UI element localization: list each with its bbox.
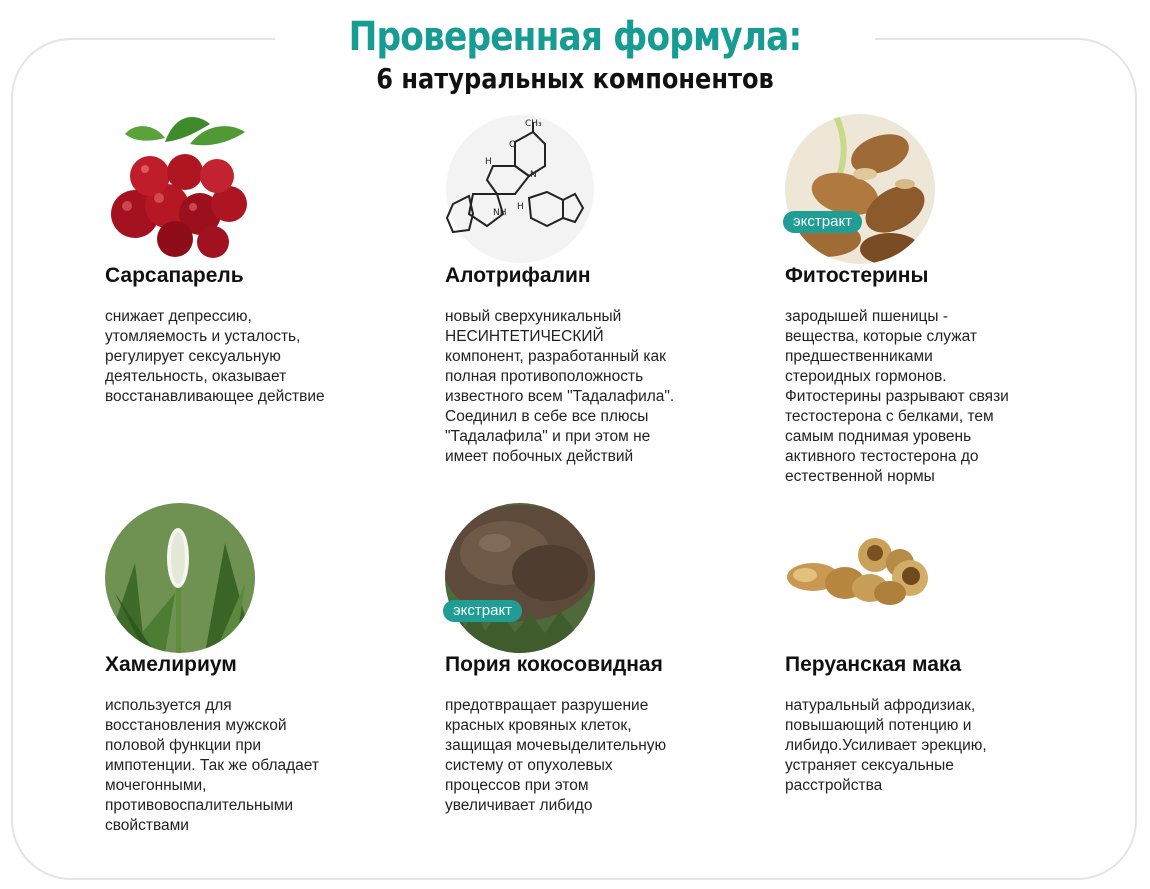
svg-text:NH: NH — [493, 208, 507, 218]
maca-roots-image — [785, 503, 935, 653]
wheat-germ-image — [785, 114, 935, 264]
component-description: предотвращает разрушение красных кровяных клеток, защищая мочевыделительную систему от опухолевых процессов при этом увеличивает либидо — [445, 697, 667, 814]
white-flower-plant-image — [105, 503, 255, 653]
svg-text:H: H — [485, 157, 492, 167]
red-berries-image — [105, 114, 255, 264]
component-name: Фитостерины — [785, 264, 929, 287]
component-name: Пория кокосовидная — [445, 653, 663, 676]
component-name: Хамелириум — [105, 653, 237, 676]
component-name: Алотрифалин — [445, 264, 591, 287]
poria-fungus-image — [445, 503, 595, 653]
component-description: зародышей пшеницы - вещества, которые служат предшественниками стероидных гормонов. Фитостерины разрывают связи тестостерона с белками, тем самым поднимая уровень активного тестостерона до естественной нормы — [785, 308, 1009, 485]
svg-text:H: H — [517, 202, 524, 212]
svg-text:CH₃: CH₃ — [525, 119, 542, 129]
component-name: Перуанская мака — [785, 653, 962, 676]
extract-badge: экстракт — [443, 600, 522, 622]
component-description: снижает депрессию, утомляемость и усталость, регулирует сексуальную деятельность, оказывает восстанавливающее действие — [105, 308, 325, 405]
svg-text:N: N — [530, 170, 537, 180]
page-subtitle: 6 натуральных компонентов — [376, 62, 774, 95]
page-title: Проверенная формула: — [348, 14, 802, 60]
extract-badge: экстракт — [783, 211, 862, 233]
component-name: Сарсапарель — [105, 264, 244, 287]
component-description: натуральный афродизиак, повышающий потенцию и либидо.Усиливает эрекцию, устраняет сексуальные расстройства — [785, 697, 987, 794]
svg-text:O: O — [509, 140, 517, 150]
component-description: используется для восстановления мужской половой функции при импотенции. Так же обладает мочегонными, противовоспалительными свойствами — [105, 697, 320, 834]
chemical-structure-image — [445, 114, 595, 264]
component-description: новый сверхуникальный НЕСИНТЕТИЧЕСКИЙ компонент, разработанный как полная противоположность известного всем "Тадалафила". Соединил в себе все плюсы "Тадалафила" и при этом не имеет побочных действий — [445, 308, 675, 465]
